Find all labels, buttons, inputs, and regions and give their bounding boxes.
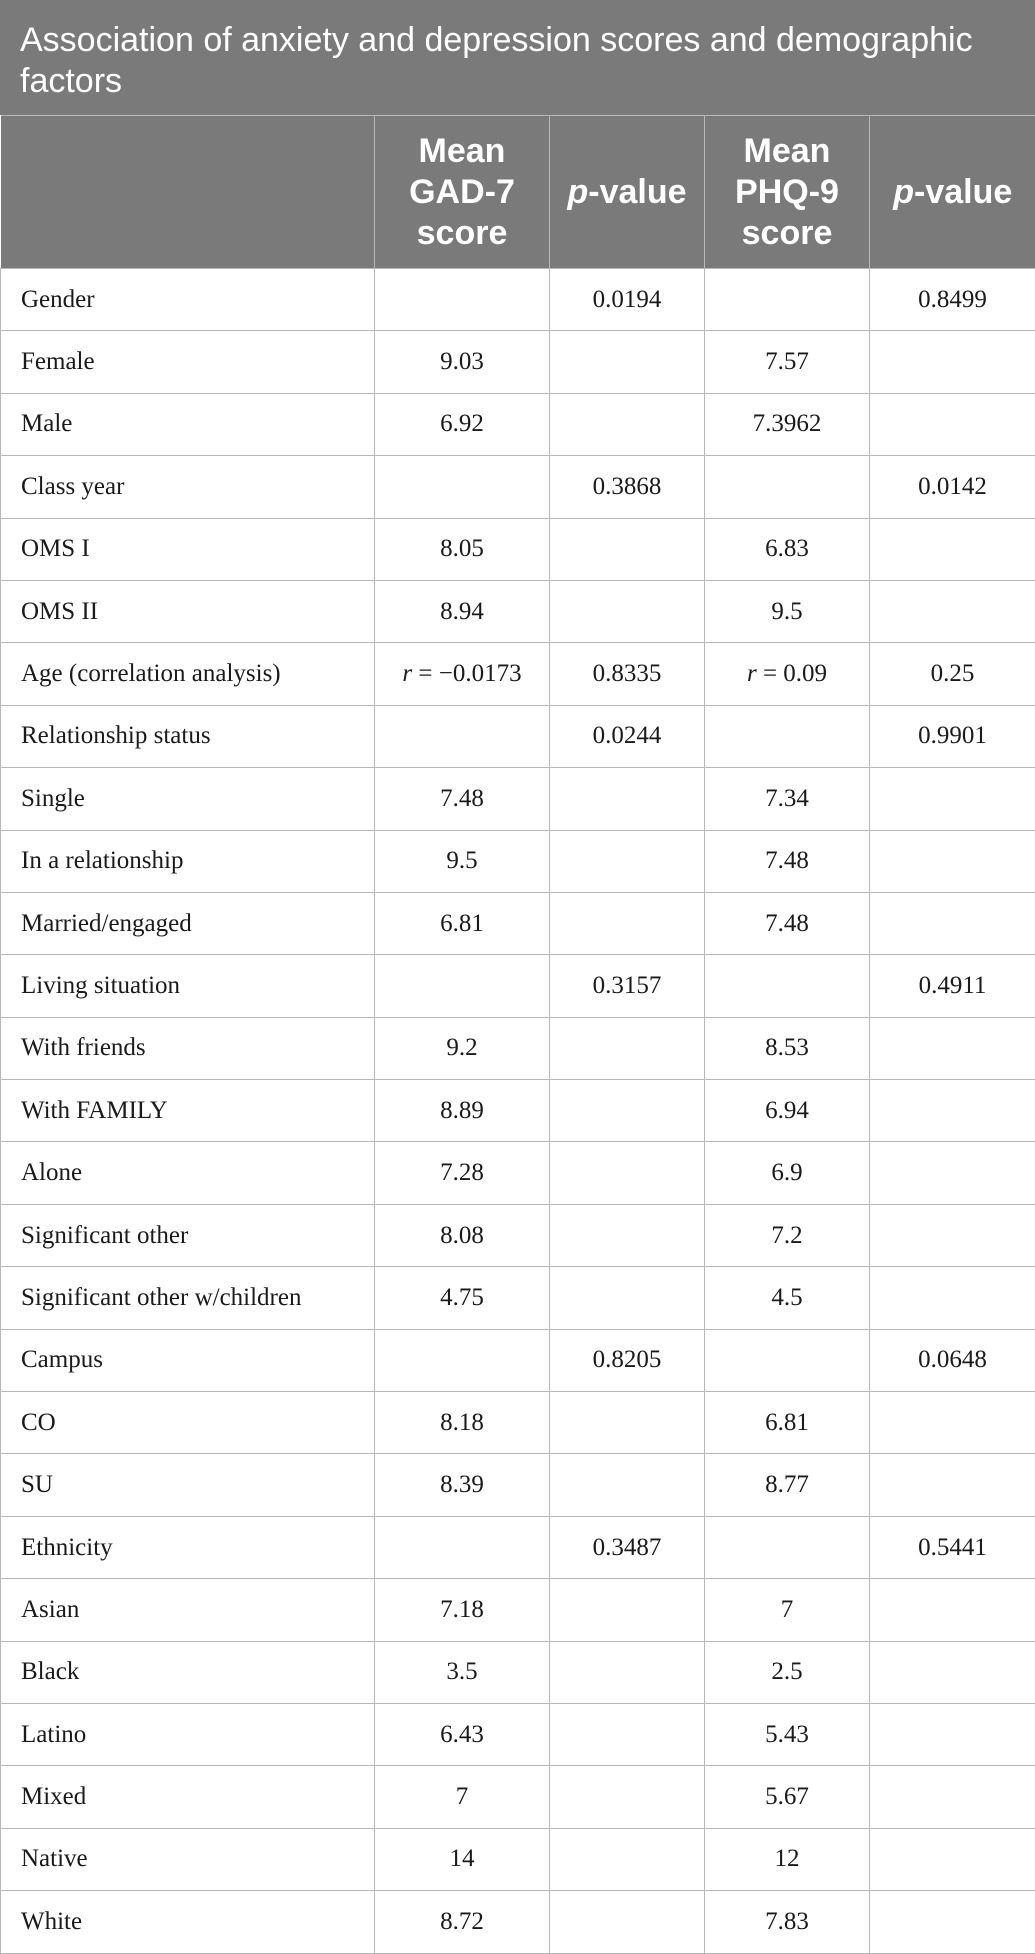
table-row: [1, 269, 1035, 331]
table-title: Association of anxiety and depression scores and demographic factors: [0, 0, 1035, 115]
cell-mean-gad7: 7.28: [375, 1142, 550, 1204]
table-row: [1, 1766, 1035, 1828]
table-row: [1, 1579, 1035, 1641]
cell-mean-gad7: 9.03: [375, 331, 550, 393]
row-label: With friends: [1, 1017, 375, 1079]
cell-mean-gad7: 8.39: [375, 1454, 550, 1516]
cell-mean-phq9: 5.43: [705, 1703, 870, 1765]
cell-p-value-phq9: [870, 1080, 1035, 1142]
cell-p-value-phq9: [870, 1017, 1035, 1079]
row-label: Female: [1, 331, 375, 393]
table-row: [1, 580, 1035, 642]
cell-p-value-gad7: [550, 1828, 705, 1890]
p-italic: p: [893, 173, 914, 211]
cell-p-value-phq9: 0.9901: [870, 705, 1035, 767]
cell-p-value-phq9: [870, 1454, 1035, 1516]
cell-p-value-gad7: [550, 1204, 705, 1266]
cell-mean-phq9: [705, 705, 870, 767]
cell-mean-gad7: 8.08: [375, 1204, 550, 1266]
cell-mean-phq9: 7.48: [705, 830, 870, 892]
cell-p-value-gad7: [550, 1454, 705, 1516]
cell-mean-gad7: 6.81: [375, 892, 550, 954]
cell-mean-gad7: 6.92: [375, 393, 550, 455]
cell-p-value-phq9: [870, 1204, 1035, 1266]
cell-p-value-gad7: 0.3868: [550, 456, 705, 518]
cell-p-value-phq9: [870, 1392, 1035, 1454]
cell-mean-phq9: [705, 269, 870, 331]
cell-mean-phq9: 6.83: [705, 518, 870, 580]
data-table: [0, 115, 1035, 1954]
row-label: Campus: [1, 1329, 375, 1391]
cell-mean-gad7: 9.5: [375, 830, 550, 892]
cell-mean-phq9: 6.9: [705, 1142, 870, 1204]
row-label: Married/engaged: [1, 892, 375, 954]
cell-p-value-gad7: [550, 1080, 705, 1142]
table-row: [1, 1516, 1035, 1578]
table-row: [1, 1267, 1035, 1329]
cell-mean-phq9: 12: [705, 1828, 870, 1890]
cell-mean-gad7: r = −0.0173: [375, 643, 550, 705]
row-label: Gender: [1, 269, 375, 331]
cell-mean-gad7: 8.72: [375, 1891, 550, 1953]
cell-mean-phq9: [705, 1516, 870, 1578]
table-row: [1, 1329, 1035, 1391]
r-symbol: r: [402, 660, 412, 687]
cell-mean-phq9: 7.57: [705, 331, 870, 393]
row-label: SU: [1, 1454, 375, 1516]
table-row: [1, 1017, 1035, 1079]
row-label: Living situation: [1, 955, 375, 1017]
cell-mean-gad7: 7.18: [375, 1579, 550, 1641]
cell-p-value-gad7: [550, 1891, 705, 1953]
row-label: In a relationship: [1, 830, 375, 892]
cell-mean-phq9: r = 0.09: [705, 643, 870, 705]
cell-p-value-gad7: [550, 768, 705, 830]
cell-p-value-phq9: 0.4911: [870, 955, 1035, 1017]
cell-p-value-gad7: [550, 1017, 705, 1079]
cell-mean-gad7: 8.89: [375, 1080, 550, 1142]
r-symbol: r: [747, 660, 757, 687]
cell-p-value-phq9: [870, 1142, 1035, 1204]
header-p-value-gad7: [550, 116, 705, 269]
row-label: Significant other: [1, 1204, 375, 1266]
table-row: [1, 1142, 1035, 1204]
table-row: [1, 1828, 1035, 1890]
row-label: Alone: [1, 1142, 375, 1204]
cell-mean-gad7: 4.75: [375, 1267, 550, 1329]
table-row: [1, 393, 1035, 455]
row-label: White: [1, 1891, 375, 1953]
header-empty: [1, 116, 375, 269]
table-row: [1, 1891, 1035, 1953]
table-row: [1, 518, 1035, 580]
cell-p-value-phq9: 0.0142: [870, 456, 1035, 518]
cell-mean-phq9: 2.5: [705, 1641, 870, 1703]
table-row: [1, 955, 1035, 1017]
cell-mean-gad7: 6.43: [375, 1703, 550, 1765]
row-label: Male: [1, 393, 375, 455]
table-row: [1, 1703, 1035, 1765]
cell-mean-gad7: 8.18: [375, 1392, 550, 1454]
table-row: [1, 1641, 1035, 1703]
cell-p-value-gad7: [550, 1142, 705, 1204]
row-label: Age (correlation analysis): [1, 643, 375, 705]
cell-p-value-phq9: [870, 1579, 1035, 1641]
cell-mean-gad7: 14: [375, 1828, 550, 1890]
cell-p-value-gad7: [550, 1766, 705, 1828]
cell-p-value-phq9: 0.8499: [870, 269, 1035, 331]
cell-p-value-phq9: [870, 518, 1035, 580]
cell-mean-gad7: [375, 1329, 550, 1391]
row-label: Class year: [1, 456, 375, 518]
header-p-value-phq9: [870, 116, 1035, 269]
cell-p-value-phq9: [870, 892, 1035, 954]
table-row: [1, 892, 1035, 954]
cell-mean-phq9: 7.2: [705, 1204, 870, 1266]
table-row: [1, 1454, 1035, 1516]
cell-p-value-gad7: [550, 518, 705, 580]
p-value-suffix: -value: [588, 173, 686, 211]
cell-mean-gad7: [375, 269, 550, 331]
cell-p-value-phq9: [870, 393, 1035, 455]
cell-mean-phq9: 6.94: [705, 1080, 870, 1142]
cell-mean-phq9: 7.3962: [705, 393, 870, 455]
row-label: Relationship status: [1, 705, 375, 767]
row-label: CO: [1, 1392, 375, 1454]
cell-p-value-gad7: [550, 331, 705, 393]
cell-p-value-phq9: [870, 1828, 1035, 1890]
cell-p-value-gad7: [550, 830, 705, 892]
cell-p-value-gad7: [550, 1579, 705, 1641]
header-mean-phq9: Mean PHQ-9 score: [705, 116, 870, 269]
cell-mean-phq9: 6.81: [705, 1392, 870, 1454]
cell-mean-gad7: 3.5: [375, 1641, 550, 1703]
cell-p-value-phq9: 0.5441: [870, 1516, 1035, 1578]
row-label: OMS II: [1, 580, 375, 642]
p-value-suffix: -value: [914, 173, 1012, 211]
cell-p-value-gad7: [550, 1641, 705, 1703]
cell-p-value-phq9: [870, 830, 1035, 892]
cell-p-value-gad7: [550, 892, 705, 954]
cell-mean-gad7: 8.05: [375, 518, 550, 580]
cell-mean-phq9: [705, 1329, 870, 1391]
table-row: [1, 705, 1035, 767]
cell-mean-gad7: 9.2: [375, 1017, 550, 1079]
cell-p-value-gad7: 0.3157: [550, 955, 705, 1017]
cell-p-value-gad7: [550, 580, 705, 642]
cell-p-value-phq9: [870, 580, 1035, 642]
cell-mean-phq9: [705, 955, 870, 1017]
cell-p-value-gad7: 0.0244: [550, 705, 705, 767]
cell-p-value-gad7: [550, 1703, 705, 1765]
cell-p-value-gad7: 0.8335: [550, 643, 705, 705]
cell-p-value-gad7: [550, 1392, 705, 1454]
cell-p-value-phq9: [870, 1766, 1035, 1828]
cell-mean-phq9: 7: [705, 1579, 870, 1641]
table-row: [1, 643, 1035, 705]
row-label: With FAMILY: [1, 1080, 375, 1142]
cell-mean-phq9: [705, 456, 870, 518]
cell-mean-phq9: 8.77: [705, 1454, 870, 1516]
header-mean-gad7: Mean GAD-7 score: [375, 116, 550, 269]
row-label: OMS I: [1, 518, 375, 580]
cell-p-value-phq9: [870, 331, 1035, 393]
table-row: [1, 1392, 1035, 1454]
cell-mean-gad7: [375, 456, 550, 518]
cell-mean-gad7: 7.48: [375, 768, 550, 830]
cell-p-value-gad7: 0.0194: [550, 269, 705, 331]
cell-mean-gad7: 7: [375, 1766, 550, 1828]
cell-mean-phq9: 4.5: [705, 1267, 870, 1329]
table-row: [1, 768, 1035, 830]
table-row: [1, 830, 1035, 892]
cell-p-value-phq9: [870, 1891, 1035, 1953]
cell-p-value-phq9: [870, 1641, 1035, 1703]
cell-p-value-gad7: [550, 393, 705, 455]
cell-p-value-phq9: [870, 1267, 1035, 1329]
table-row: [1, 331, 1035, 393]
cell-p-value-phq9: 0.0648: [870, 1329, 1035, 1391]
header-row: [1, 116, 1035, 269]
cell-p-value-gad7: 0.3487: [550, 1516, 705, 1578]
cell-mean-gad7: [375, 705, 550, 767]
row-label: Ethnicity: [1, 1516, 375, 1578]
cell-p-value-phq9: 0.25: [870, 643, 1035, 705]
row-label: Single: [1, 768, 375, 830]
row-label: Mixed: [1, 1766, 375, 1828]
row-label: Significant other w/children: [1, 1267, 375, 1329]
table-body: [1, 269, 1035, 1954]
cell-mean-phq9: 8.53: [705, 1017, 870, 1079]
row-label: Latino: [1, 1703, 375, 1765]
table-row: [1, 1204, 1035, 1266]
table-row: [1, 1080, 1035, 1142]
cell-p-value-phq9: [870, 768, 1035, 830]
cell-mean-phq9: 7.34: [705, 768, 870, 830]
cell-mean-phq9: 7.48: [705, 892, 870, 954]
cell-mean-phq9: 9.5: [705, 580, 870, 642]
cell-mean-phq9: 5.67: [705, 1766, 870, 1828]
cell-mean-gad7: [375, 1516, 550, 1578]
row-label: Black: [1, 1641, 375, 1703]
cell-mean-gad7: 8.94: [375, 580, 550, 642]
table-row: [1, 456, 1035, 518]
cell-mean-phq9: 7.83: [705, 1891, 870, 1953]
cell-p-value-gad7: 0.8205: [550, 1329, 705, 1391]
row-label: Native: [1, 1828, 375, 1890]
row-label: Asian: [1, 1579, 375, 1641]
cell-p-value-gad7: [550, 1267, 705, 1329]
cell-p-value-phq9: [870, 1703, 1035, 1765]
cell-mean-gad7: [375, 955, 550, 1017]
p-italic: p: [567, 173, 588, 211]
